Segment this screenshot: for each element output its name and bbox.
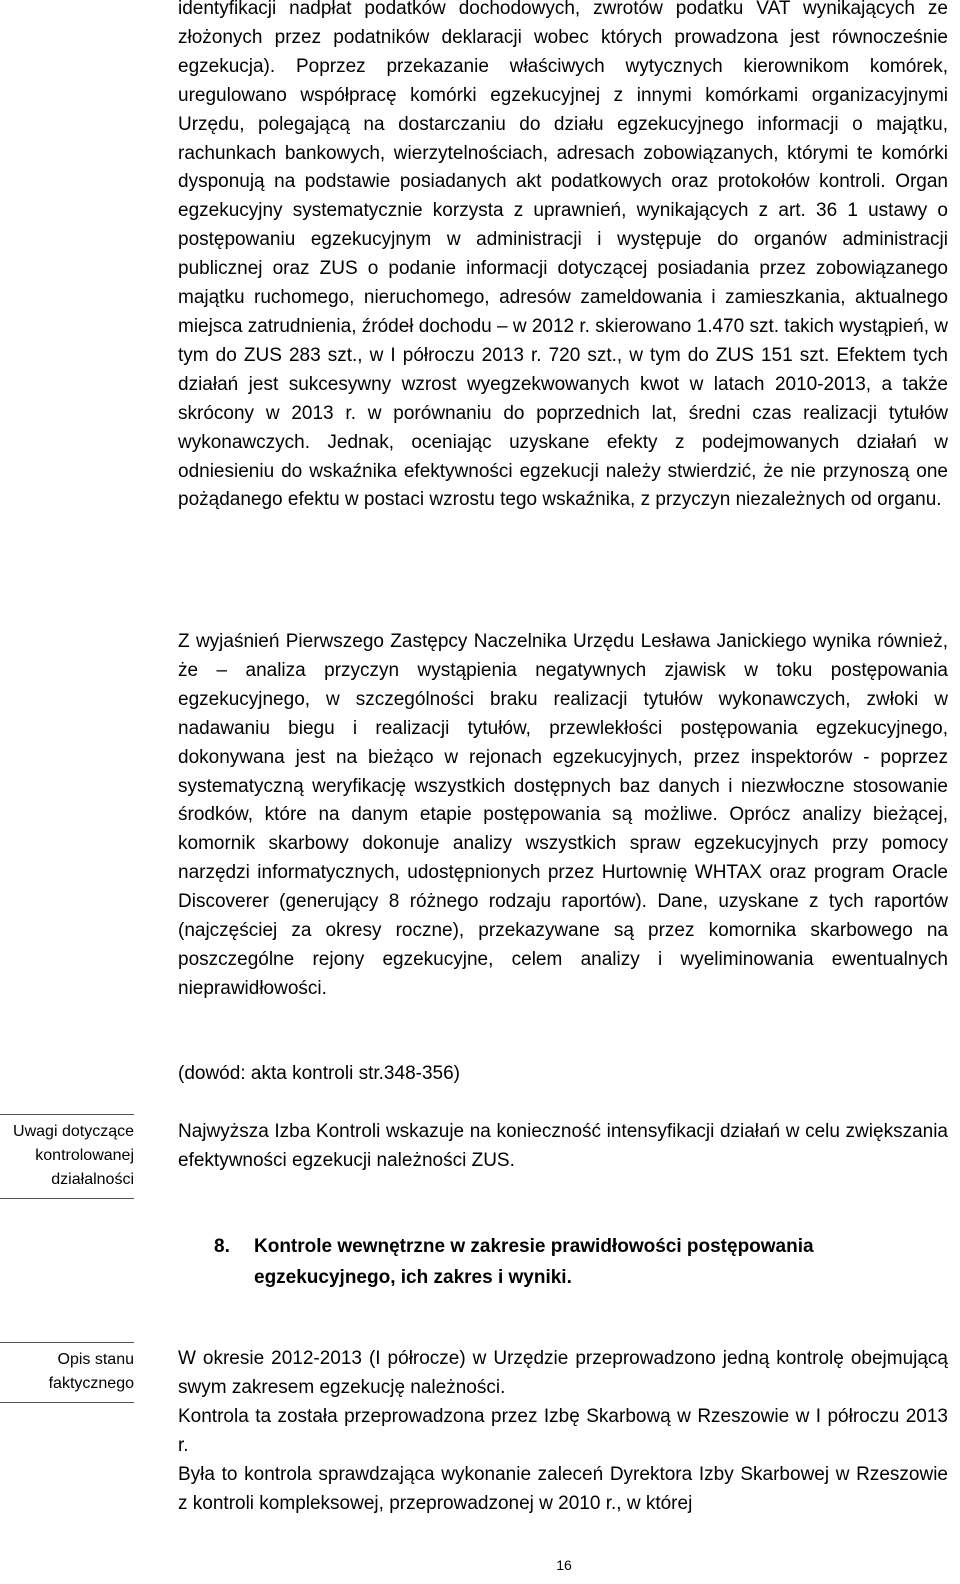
body-paragraph-1 [178,0,948,515]
paragraph-text: identyfikacji nadpłat podatków dochodowych, zwrotów podatku VAT wynikających ze złożonych przez podatników deklaracji wobec których prowadzona jest równocześnie egzekucja). Poprzez przekazanie właściwych wytycznych kierownikom komórek, uregulowano współpracę komórki egzekucyjnej z innymi komórkami organizacyjnymi Urzędu, polegającą na dostarczaniu do działu egzekucyjnego informacji o majątku, rachunkach bankowych, wierzytelnościach, adresach zobowiązanych, którymi te komórki dysponują na podstawie posiadanych akt podatkowych oraz protokołów kontroli. Organ egzekucyjny systematycznie korzysta z uprawnień, wynikających z art. 36 1 ustawy o postępowaniu egzekucyjnym w administracji i występuje do organów administracji publicznej oraz ZUS o podanie informacji dotyczącej posiadania przez zobowiązanego majątku ruchomego, nieruchomego, adresów zameldowania i zamieszkania, aktualnego miejsca zatrudnienia, źródeł dochodu – w 2012 r. skierowano 1.470 szt. takich wystąpień, w tym do ZUS 283 szt., w I półroczu 2013 r. 720 szt., w tym do ZUS 151 szt. Efektem tych działań jest sukcesywny wzrost wyegzekwowanych kwot w latach 2010-2013, a także skrócony w 2013 r. w porównaniu do poprzednich lat, średni czas realizacji tytułów wykonawczych. Jednak, oceniając uzyskane efekty z podejmowanych działań w odniesieniu do wskaźnika efektywności egzekucji należy stwierdzić, że nie przynoszą one pożądanego efektu w postaci wzrostu tego wskaźnika, z przyczyn niezależnych od organu. [178,0,948,511]
evidence-reference [178,1060,948,1089]
page-number: 16 [556,1557,572,1573]
body-paragraph-2 [178,628,948,1004]
body-paragraph-4 [178,1345,948,1518]
section-heading [214,1231,948,1293]
side-note-label: Opis stanu faktycznego [48,1351,134,1392]
paragraph-text-b: Kontrola ta została przeprowadzona przez Izbę Skarbową w Rzeszowie w I półroczu 2013 r. [178,1405,948,1456]
side-note-facts [0,1342,134,1403]
body-paragraph-3 [178,1118,948,1176]
section-title-line2: egzekucyjnego, ich zakres i wyniki. [254,1267,572,1288]
paragraph-text: Z wyjaśnień Pierwszego Zastępcy Naczelnika Urzędu Lesława Janickiego wynika również, że – analiza przyczyn wystąpienia negatywnych zjawisk w toku postępowania egzekucyjnego, w szczególności braku realizacji tytułów wykonawczych, zwłoki w nadawaniu biegu i realizacji tytułów, przewlekłości postępowania egzekucyjnego, dokonywana jest na bieżąco w rejonach egzekucyjnych, przez inspektorów - poprzez systematyczną weryfikację wszystkich dostępnych baz danych i niezwłoczne stosowanie środków, które na danym etapie postępowania są możliwe. Oprócz analizy bieżącej, komornik skarbowy dokonuje analizy wszystkich spraw egzekucyjnych przy pomocy narzędzi informatycznych, udostępnionych przez Hurtownię WHTAX oraz program Oracle Discoverer (generujący 8 różnego rodzaju raportów). Dane, uzyskane z tych raportów (najczęściej za okresy roczne), przekazywane są przez komornika skarbowego na poszczególne rejony egzekucyjne, celem analizy i wyeliminowania ewentualnych nieprawidłowości. [178,631,948,999]
section-number: 8. [214,1236,230,1257]
section-title-line1: Kontrole wewnętrzne w zakresie prawidłowości postępowania [254,1236,814,1257]
side-note-remarks [0,1114,134,1199]
paragraph-text-a: W okresie 2012-2013 (I półrocze) w Urzędzie przeprowadzono jedną kontrolę obejmującą swym zakresem egzekucję należności. [178,1348,948,1398]
paragraph-text: Najwyższa Izba Kontroli wskazuje na konieczność intensyfikacji działań w celu zwiększania efektywności egzekucji należności ZUS. [178,1121,948,1171]
evidence-text: (dowód: akta kontroli str.348-356) [178,1063,460,1084]
side-note-label: Uwagi dotyczące kontrolowanej działalności [13,1123,134,1188]
paragraph-text-c: Była to kontrola sprawdzająca wykonanie zaleceń Dyrektora Izby Skarbowej w Rzeszowie z kontroli kompleksowej, przeprowadzonej w 2010 r., w której [178,1463,948,1514]
